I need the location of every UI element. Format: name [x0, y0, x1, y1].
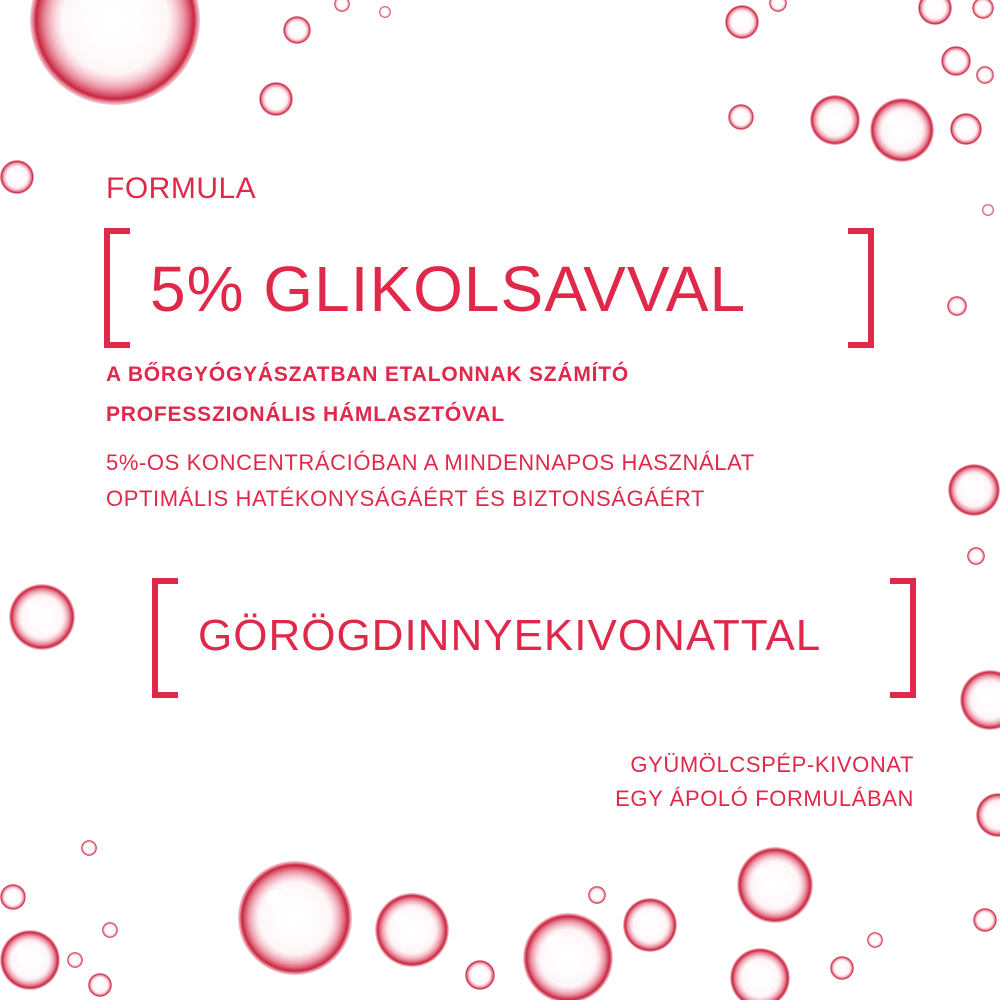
bubble-icon — [379, 6, 391, 18]
bubble-icon — [960, 670, 1000, 730]
bubble-icon — [737, 847, 813, 923]
bubble-icon — [830, 956, 854, 980]
bold-claim-line-2: PROFESSZIONÁLIS HÁMLASZTÓVAL — [106, 403, 505, 426]
bubble-highlight-icon — [980, 70, 983, 73]
bubble-highlight-icon — [987, 804, 993, 810]
extract-line-1: GYÜMÖLCSPÉP-KIVONAT — [630, 752, 914, 777]
bubble-icon — [9, 584, 75, 650]
bubble-icon — [948, 464, 1000, 516]
bubble-icon — [947, 296, 967, 316]
bubble-highlight-icon — [394, 912, 404, 922]
bubble-highlight-icon — [71, 956, 74, 959]
glycolic-headline: 5% GLIKOLSAVVAL — [150, 253, 747, 325]
bubble-icon — [870, 98, 934, 162]
bubble-icon — [88, 973, 112, 997]
bubble-highlight-icon — [958, 121, 962, 125]
bubble-highlight-icon — [836, 962, 839, 965]
bubble-icon — [334, 0, 350, 12]
bubble-icon — [725, 5, 759, 39]
bubble-highlight-icon — [637, 912, 645, 920]
bubble-icon — [0, 884, 26, 910]
bubble-highlight-icon — [978, 3, 981, 6]
left-bracket-icon — [152, 578, 178, 698]
formula-label: FORMULA — [106, 172, 257, 205]
right-bracket-icon — [848, 228, 874, 348]
description-line-1: 5%-OS KONCENTRÁCIÓBAN A MINDENNAPOS HASZNÁLAT — [106, 450, 755, 475]
bubble-icon — [810, 95, 860, 145]
bubble-icon — [730, 948, 790, 1000]
bubble-highlight-icon — [94, 979, 97, 982]
bubble-icon — [465, 960, 495, 990]
bubble-icon — [918, 0, 952, 25]
bubble-icon — [976, 66, 994, 84]
bubble-icon — [259, 82, 293, 116]
bubble-highlight-icon — [267, 890, 283, 906]
bubble-highlight-icon — [268, 91, 273, 96]
bubble-highlight-icon — [745, 963, 753, 971]
bubble-highlight-icon — [871, 936, 874, 939]
bubble-icon — [769, 0, 787, 12]
bubble-highlight-icon — [952, 301, 955, 304]
bubble-highlight-icon — [7, 891, 11, 895]
bubble-icon — [973, 908, 997, 932]
bubble-icon — [67, 952, 83, 968]
extract-line-2: EGY ÁPOLÓ FORMULÁBAN — [615, 786, 914, 811]
bubble-highlight-icon — [886, 114, 895, 123]
bubble-highlight-icon — [949, 54, 953, 58]
left-bracket-icon — [104, 228, 130, 348]
bubble-highlight-icon — [592, 890, 595, 893]
bubble-icon — [102, 922, 118, 938]
bubble-icon — [972, 0, 994, 19]
bubble-highlight-icon — [473, 968, 477, 972]
bubble-icon — [967, 547, 985, 565]
bubble-icon — [81, 840, 97, 856]
bubble-highlight-icon — [85, 844, 88, 847]
bubble-highlight-icon — [734, 14, 739, 19]
bubble-highlight-icon — [9, 169, 14, 174]
bold-claim-line-1: A BŐRGYÓGYÁSZATBAN ETALONNAK SZÁMÍTÓ — [106, 363, 630, 386]
right-bracket-icon — [890, 578, 916, 698]
bubble-icon — [588, 886, 606, 904]
bubble-icon — [982, 204, 994, 216]
bubble-highlight-icon — [979, 914, 982, 917]
bubble-icon — [30, 0, 200, 105]
bubble-icon — [867, 932, 883, 948]
bubble-icon — [950, 113, 982, 145]
bubble-icon — [941, 46, 971, 76]
bubble-icon — [238, 861, 352, 975]
bubble-highlight-icon — [735, 111, 739, 115]
bubble-highlight-icon — [290, 23, 294, 27]
bubble-icon — [623, 898, 677, 952]
bubble-icon — [0, 930, 60, 990]
description-line-2: OPTIMÁLIS HATÉKONYSÁGÁÉRT ÉS BIZTONSÁGÁÉRT — [106, 486, 705, 511]
bubble-highlight-icon — [381, 8, 384, 11]
bubble-highlight-icon — [106, 926, 109, 929]
watermelon-headline: GÖRÖGDINNYEKIVONATTAL — [198, 611, 822, 660]
bubble-icon — [728, 104, 754, 130]
bubble-icon — [976, 793, 1000, 837]
bubble-highlight-icon — [756, 866, 767, 877]
bubble-highlight-icon — [15, 945, 23, 953]
bubble-highlight-icon — [961, 477, 968, 484]
bubble-highlight-icon — [971, 551, 974, 554]
bubble-highlight-icon — [823, 108, 830, 115]
bubble-icon — [375, 893, 449, 967]
bubble-highlight-icon — [984, 206, 987, 209]
bubble-icon — [283, 16, 311, 44]
bubble-highlight-icon — [975, 685, 983, 693]
bubble-icon — [523, 913, 613, 1000]
bubble-icon — [0, 160, 34, 194]
bubble-highlight-icon — [546, 936, 559, 949]
bubble-highlight-icon — [26, 601, 35, 610]
